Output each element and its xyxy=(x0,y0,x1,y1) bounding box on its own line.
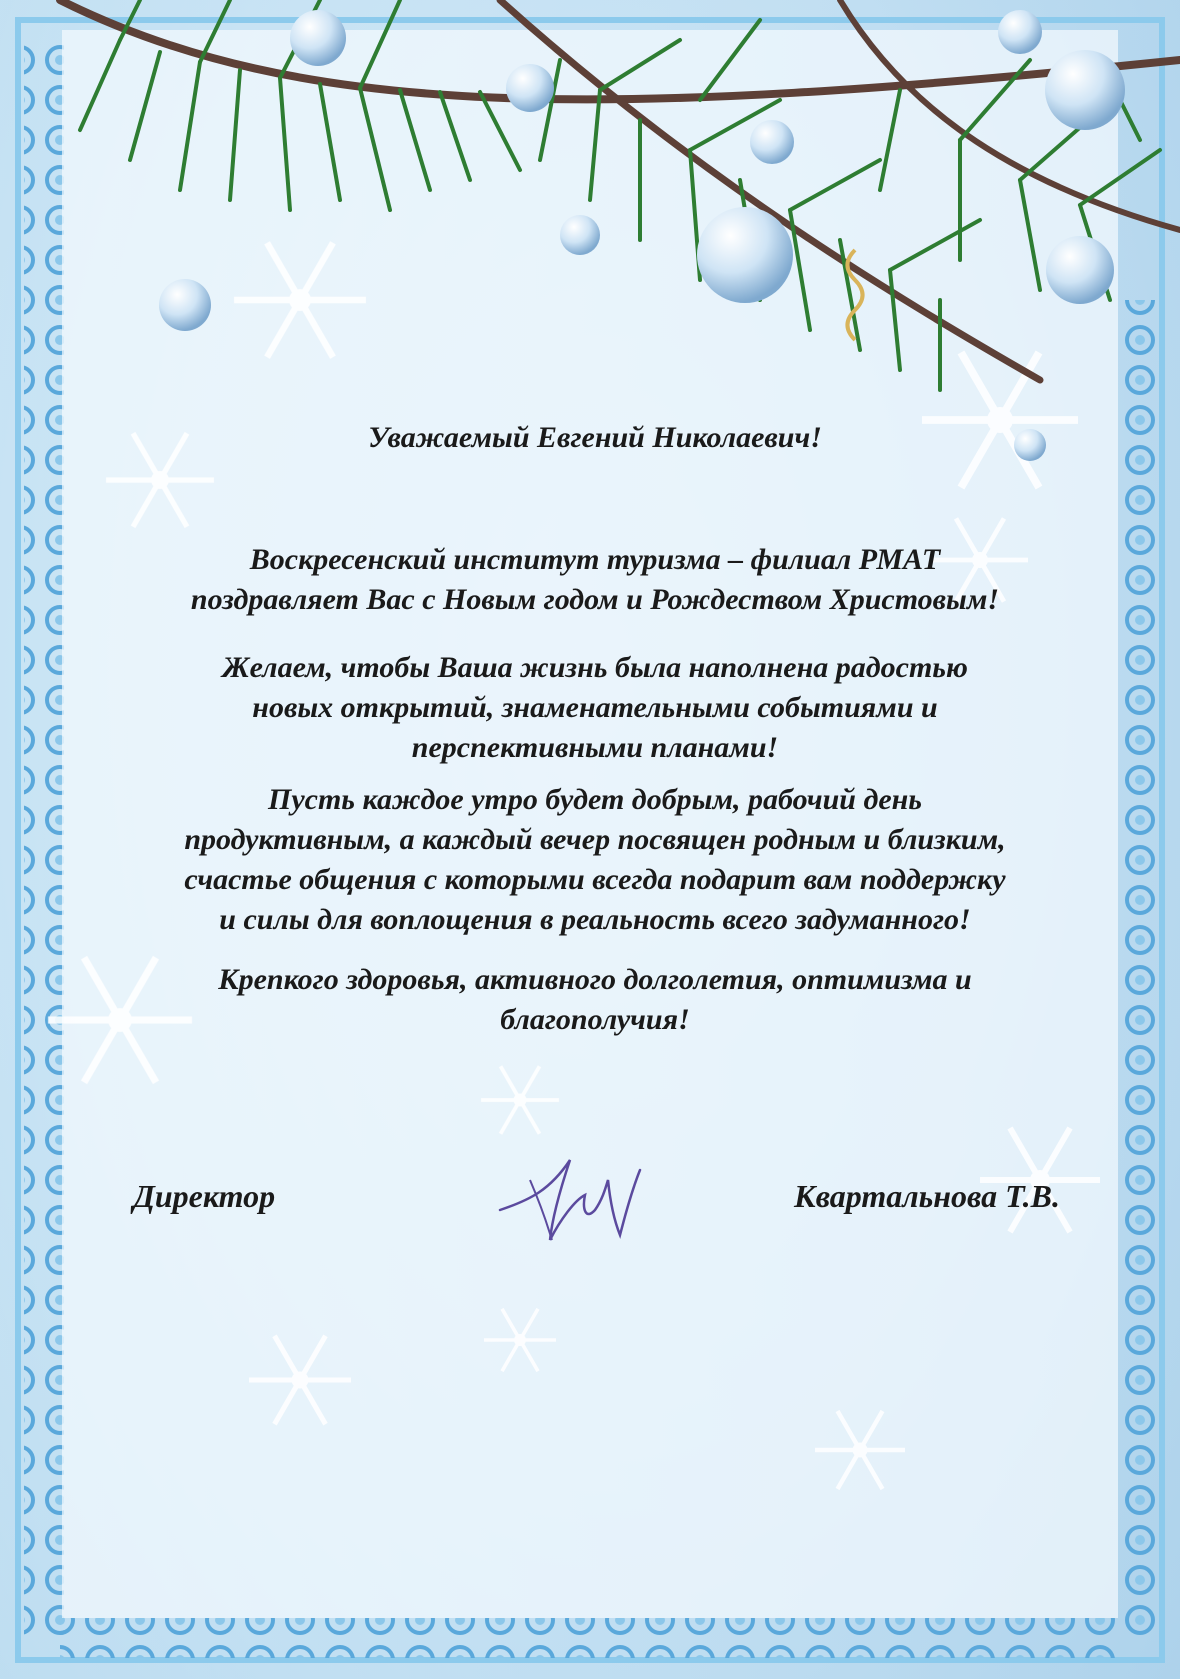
paragraph-3 xyxy=(95,780,1095,940)
paragraph-line: Желаем, чтобы Ваша жизнь была наполнена радостью xyxy=(222,651,968,684)
paragraph-line: поздравляет Вас с Новым годом и Рождеством Христовым! xyxy=(190,583,1000,616)
paragraph-line: Пусть каждое утро будет добрым, рабочий день xyxy=(267,783,923,816)
left-border-ornament-icon xyxy=(24,40,64,1640)
paragraph-line: Воскресенский институт туризма – филиал РМАТ xyxy=(249,543,941,576)
paragraph-line: и силы для воплощения в реальность всего задуманного! xyxy=(219,903,971,936)
paragraph-line: Крепкого здоровья, активного долголетия, оптимизма и xyxy=(218,963,972,996)
greeting-line: Уважаемый Евгений Николаевич! xyxy=(368,421,822,454)
paragraph-1 xyxy=(95,540,1095,620)
signatory-name: Квартальнова Т.В. xyxy=(793,1178,1060,1214)
handwritten-signature-icon xyxy=(490,1140,650,1250)
paragraph-line: продуктивным, а каждый вечер посвящен родным и близким, xyxy=(184,823,1006,856)
bottom-border-ornament-icon xyxy=(60,1618,1120,1658)
paragraph-line: перспективными планами! xyxy=(411,731,779,764)
paragraph-4 xyxy=(95,960,1095,1040)
paragraph-line: счастье общения с которыми всегда подарит вам поддержку xyxy=(184,863,1006,896)
right-border-ornament-icon xyxy=(1116,300,1156,1640)
signatory-role: Директор xyxy=(133,1178,276,1214)
paragraph-2 xyxy=(95,648,1095,768)
paragraph-line: новых открытий, знаменательными событиями и xyxy=(252,691,938,724)
paragraph-line: благополучия! xyxy=(500,1003,690,1036)
